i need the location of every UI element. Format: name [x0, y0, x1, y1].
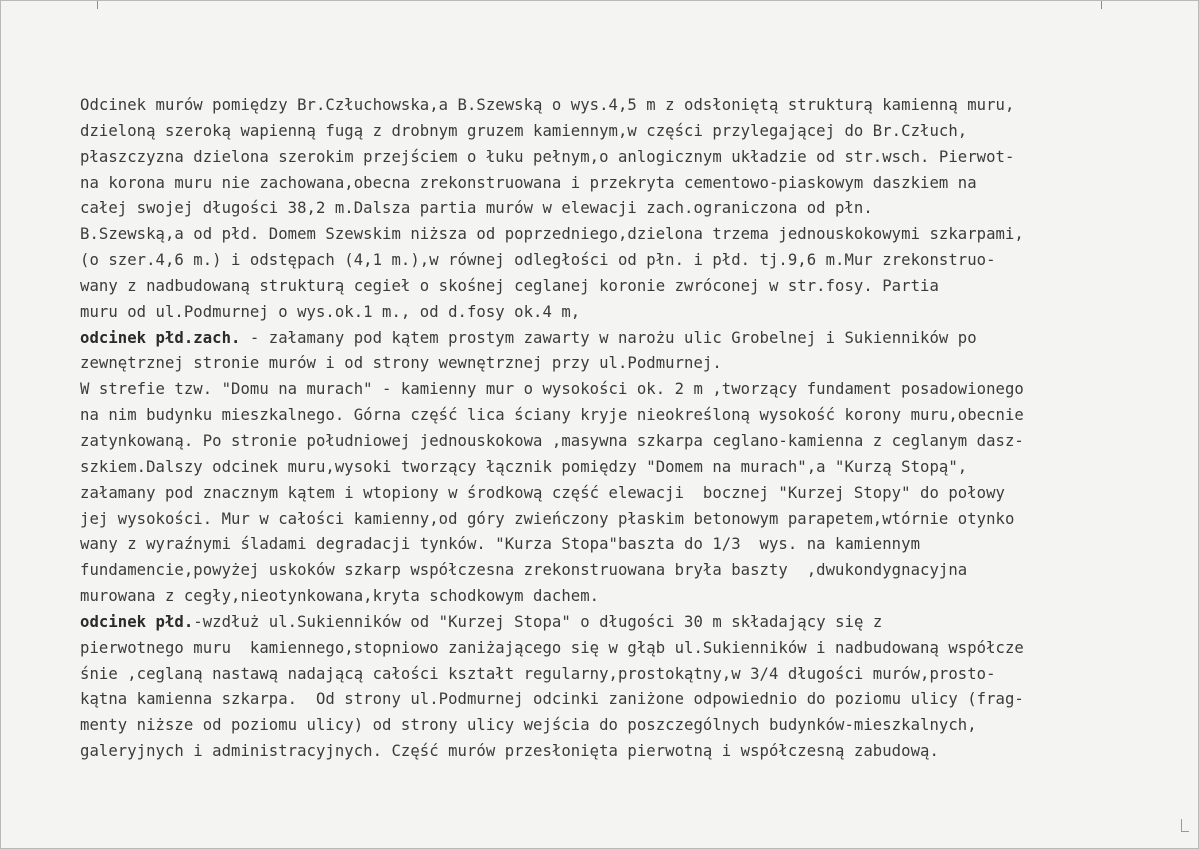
text-line — [80, 507, 1180, 533]
text-line — [80, 610, 1180, 636]
line-text: (o szer.4,6 m.) i odstępach (4,1 m.),w równej odległości od płn. i płd. tj.9,6 m.Mur zrekonstruo- — [80, 251, 996, 270]
scan-edge-mark — [97, 1, 98, 9]
text-line — [80, 93, 1180, 119]
line-text: dzieloną szeroką wapienną fugą z drobnym gruzem kamiennym,w części przylegającej do Br.Człuch, — [80, 121, 968, 140]
text-line — [80, 326, 1180, 352]
line-text: B.Szewską,a od płd. Domem Szewskim niższa od poprzedniego,dzielona trzema jednouskokowymi szkarpami, — [80, 225, 1024, 244]
text-line — [80, 713, 1180, 739]
line-text: na nim budynku mieszkalnego. Górna część lica ściany kryje nieokreśloną wysokość korony muru,obecnie — [80, 406, 1024, 425]
line-text: wany z wyraźnymi śladami degradacji tynków. "Kurza Stopa"baszta do 1/3 wys. na kamiennym — [80, 535, 921, 554]
scan-edge-mark — [1101, 1, 1102, 9]
text-line — [80, 300, 1180, 326]
text-line — [80, 662, 1180, 688]
text-line — [80, 196, 1180, 222]
text-line — [80, 274, 1180, 300]
line-text: murowana z cegły,nieotynkowana,kryta schodkowym dachem. — [80, 587, 600, 606]
text-line — [80, 532, 1180, 558]
text-line — [80, 481, 1180, 507]
section-heading: odcinek płd. — [80, 612, 194, 631]
text-line — [80, 455, 1180, 481]
line-text: załamany pod znacznym kątem i wtopiony w środkową część elewacji bocznej "Kurzej Stopy" do połowy — [80, 483, 1005, 502]
line-text: muru od ul.Podmurnej o wys.ok.1 m., od d.fosy ok.4 m, — [80, 302, 581, 321]
line-text: -wzdłuż ul.Sukienników od "Kurzej Stopa" o długości 30 m składający się z — [193, 612, 883, 631]
text-line — [80, 248, 1180, 274]
text-line — [80, 145, 1180, 171]
text-line — [80, 377, 1180, 403]
line-text: wany z nadbudowaną strukturą cegieł o skośnej ceglanej koronie zwróconej w str.fosy. Partia — [80, 276, 939, 295]
text-line — [80, 351, 1180, 377]
line-text: płaszczyzna dzielona szerokim przejściem o łuku pełnym,o anlogicznym układzie od str.wsch. Pierwot- — [80, 147, 1015, 166]
text-line — [80, 584, 1180, 610]
corner-mark — [1181, 819, 1189, 832]
line-text: - załamany pod kątem prostym zawarty w narożu ulic Grobelnej i Sukienników po — [240, 328, 977, 347]
line-text: śnie ,ceglaną nastawą nadającą całości kształt regularny,prostokątny,w 3/4 długości murów,prosto- — [80, 664, 996, 683]
line-text: kątna kamienna szkarpa. Od strony ul.Podmurnej odcinki zaniżone odpowiednio do poziomu ulicy (frag- — [80, 690, 1024, 709]
text-line — [80, 119, 1180, 145]
section-heading: odcinek płd.zach. — [80, 328, 241, 347]
line-text: całej swojej długości 38,2 m.Dalsza partia murów w elewacji zach.ograniczona od płn. — [80, 199, 873, 218]
typewritten-text-block — [80, 93, 1180, 765]
line-text: pierwotnego muru kamiennego,stopniowo zaniżającego się w głąb ul.Sukienników i nadbudowaną współcze — [80, 638, 1024, 657]
text-line — [80, 403, 1180, 429]
text-line — [80, 636, 1180, 662]
line-text: na korona muru nie zachowana,obecna zrekonstruowana i przekryta cementowo-piaskowym daszkiem na — [80, 173, 977, 192]
text-line — [80, 687, 1180, 713]
line-text: szkiem.Dalszy odcinek muru,wysoki tworzący łącznik pomiędzy "Domem na murach",a "Kurzą Stopą", — [80, 457, 968, 476]
text-line — [80, 558, 1180, 584]
text-line — [80, 222, 1180, 248]
line-text: galeryjnych i administracyjnych. Część murów przesłonięta pierwotną i współczesną zabudową. — [80, 742, 939, 761]
text-line — [80, 429, 1180, 455]
line-text: menty niższe od poziomu ulicy) od strony ulicy wejścia do poszczególnych budynków-mieszkalnych, — [80, 716, 977, 735]
line-text: fundamencie,powyżej uskoków szkarp współczesna zrekonstruowana bryła baszty ,dwukondygnacyjna — [80, 561, 968, 580]
line-text: Odcinek murów pomiędzy Br.Człuchowska,a B.Szewską o wys.4,5 m z odsłoniętą strukturą kamienną muru, — [80, 96, 1015, 114]
text-line — [80, 739, 1180, 765]
line-text: zatynkowaną. Po stronie południowej jednouskokowa ,masywna szkarpa ceglano-kamienna z ceglanym dasz- — [80, 431, 1024, 450]
line-text: W strefie tzw. "Domu na murach" - kamienny mur o wysokości ok. 2 m ,tworzący fundament posadowionego — [80, 380, 1024, 399]
line-text: zewnętrznej stronie murów i od strony wewnętrznej przy ul.Podmurnej. — [80, 354, 722, 373]
line-text: jej wysokości. Mur w całości kamienny,od góry zwieńczony płaskim betonowym parapetem,wtórnie otynko — [80, 509, 1015, 528]
text-line — [80, 171, 1180, 197]
